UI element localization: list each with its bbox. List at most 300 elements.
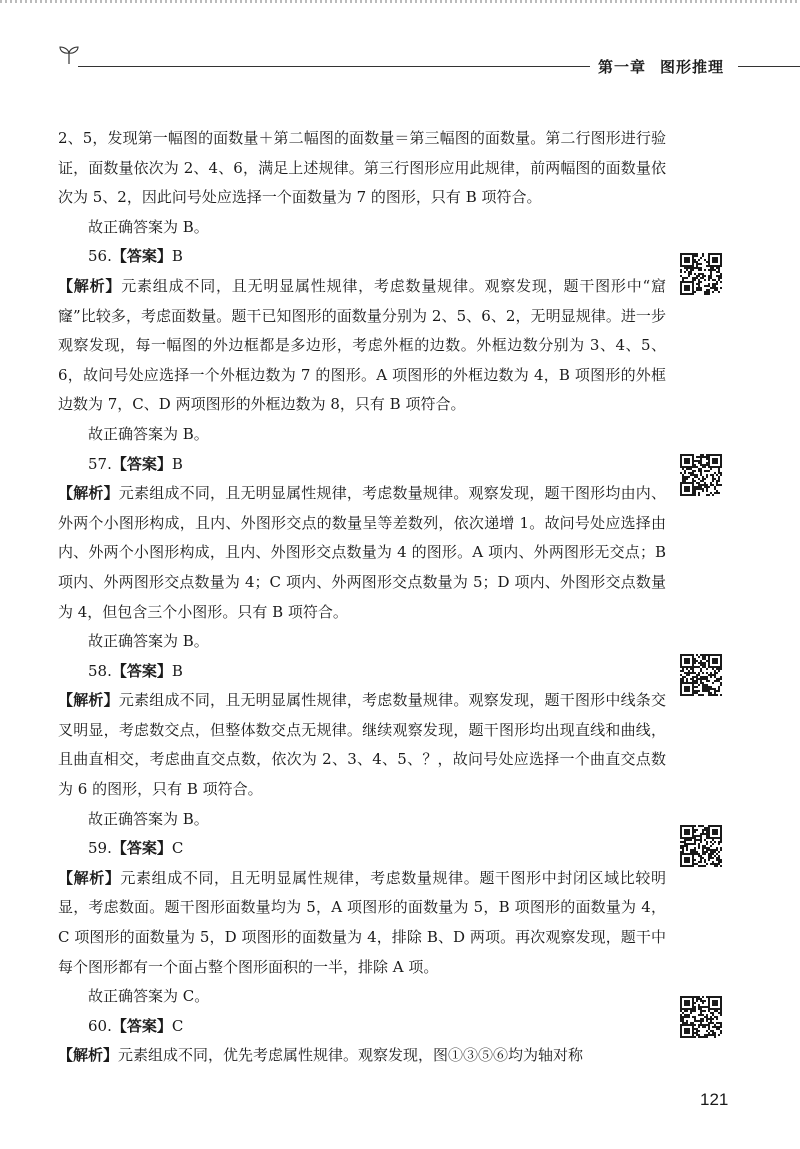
qr-module bbox=[720, 462, 722, 464]
qr-module bbox=[714, 863, 716, 865]
qr-code-icon[interactable] bbox=[679, 453, 723, 497]
qr-module bbox=[708, 1034, 710, 1036]
qr-module bbox=[708, 847, 710, 849]
qr-module bbox=[704, 865, 706, 867]
qr-module bbox=[690, 468, 692, 470]
qr-module bbox=[720, 654, 722, 656]
qr-module bbox=[686, 859, 688, 861]
qr-module bbox=[696, 851, 698, 853]
qr-module bbox=[704, 658, 706, 660]
qr-code-icon[interactable] bbox=[679, 653, 723, 697]
qr-module bbox=[704, 1026, 706, 1028]
qr-module bbox=[716, 1028, 718, 1030]
qr-module bbox=[688, 273, 690, 275]
qr-module bbox=[710, 275, 712, 277]
qr-module bbox=[690, 672, 692, 674]
qr-module bbox=[692, 293, 694, 295]
qr-module bbox=[710, 1012, 712, 1014]
qr-module bbox=[704, 853, 706, 855]
qr-module bbox=[680, 837, 682, 839]
qr-module bbox=[708, 837, 710, 839]
qr-module bbox=[704, 466, 706, 468]
qr-module bbox=[716, 1010, 718, 1012]
qr-module bbox=[718, 859, 720, 861]
qr-module bbox=[708, 277, 710, 279]
qr-module bbox=[710, 666, 712, 668]
qr-module bbox=[710, 267, 712, 269]
qr-module bbox=[712, 478, 714, 480]
qr-module bbox=[698, 259, 700, 261]
qr-module bbox=[684, 841, 686, 843]
qr-module bbox=[692, 678, 694, 680]
qr-module bbox=[718, 855, 720, 857]
qr-module bbox=[720, 656, 722, 658]
question-number: 59. bbox=[88, 839, 112, 858]
qr-module bbox=[714, 1034, 716, 1036]
qr-module bbox=[712, 837, 714, 839]
qr-module bbox=[708, 458, 710, 460]
qr-module bbox=[700, 837, 702, 839]
qr-module bbox=[704, 464, 706, 466]
answer-tag: 【答案】 bbox=[111, 839, 172, 858]
qr-module bbox=[704, 827, 706, 829]
intro-paragraph: 2、5，发现第一幅图的面数量＋第二幅图的面数量＝第三幅图的面数量。第二行图形进行验证，面数量依次为 2、4、6，满足上述规律。第三行图形应用此规律，前两幅图的面数量依次为 5、2，因此问号处应选择一个面数量为 7 的图形，只有 B 项符合。 bbox=[58, 129, 666, 207]
qr-module bbox=[694, 1028, 696, 1030]
qr-module bbox=[684, 1014, 686, 1016]
qr-module bbox=[720, 1014, 722, 1016]
qr-module bbox=[692, 686, 694, 688]
qr-module bbox=[702, 1002, 704, 1004]
qr-module bbox=[688, 1032, 690, 1034]
answer-tag: 【答案】 bbox=[111, 661, 172, 680]
qr-module bbox=[720, 664, 722, 666]
qr-module bbox=[712, 279, 714, 281]
qr-module bbox=[686, 857, 688, 859]
qr-module bbox=[692, 998, 694, 1000]
qr-module bbox=[690, 1012, 692, 1014]
qr-code-icon[interactable] bbox=[679, 995, 723, 1039]
qr-module bbox=[686, 666, 688, 668]
qr-module bbox=[714, 672, 716, 674]
qr-module bbox=[716, 849, 718, 851]
qr-module bbox=[714, 831, 716, 833]
qr-module bbox=[700, 277, 702, 279]
qr-code-icon[interactable] bbox=[679, 252, 723, 296]
qr-module bbox=[714, 462, 716, 464]
qr-module bbox=[714, 1002, 716, 1004]
qr-module bbox=[688, 1002, 690, 1004]
answer-value: B bbox=[171, 247, 183, 266]
qr-module bbox=[708, 1002, 710, 1004]
qr-module bbox=[708, 454, 710, 456]
qr-module bbox=[708, 680, 710, 682]
qr-module bbox=[686, 454, 688, 456]
qr-module bbox=[690, 265, 692, 267]
qr-module bbox=[694, 490, 696, 492]
qr-module bbox=[684, 688, 686, 690]
qr-module bbox=[696, 476, 698, 478]
qr-module bbox=[694, 1036, 696, 1038]
qr-module bbox=[702, 1010, 704, 1012]
answer-value: B bbox=[171, 454, 183, 473]
qr-module bbox=[682, 1016, 684, 1018]
qr-module bbox=[688, 843, 690, 845]
qr-module bbox=[698, 1036, 700, 1038]
qr-module bbox=[704, 482, 706, 484]
qr-module bbox=[718, 688, 720, 690]
qr-module bbox=[716, 1008, 718, 1010]
qr-module bbox=[688, 468, 690, 470]
qr-module bbox=[682, 853, 684, 855]
qr-module bbox=[716, 287, 718, 289]
qr-module bbox=[716, 694, 718, 696]
qr-module bbox=[700, 841, 702, 843]
qr-module bbox=[716, 480, 718, 482]
qr-module bbox=[704, 829, 706, 831]
answer-tag: 【答案】 bbox=[111, 247, 172, 266]
qr-module bbox=[686, 825, 688, 827]
qr-module bbox=[714, 454, 716, 456]
qr-module bbox=[692, 1010, 694, 1012]
qr-module bbox=[690, 1036, 692, 1038]
qr-module bbox=[690, 267, 692, 269]
qr-module bbox=[704, 662, 706, 664]
qr-module bbox=[712, 265, 714, 267]
qr-module bbox=[690, 654, 692, 656]
qr-module bbox=[712, 825, 714, 827]
qr-module bbox=[706, 833, 708, 835]
qr-module bbox=[698, 839, 700, 841]
qr-module bbox=[712, 480, 714, 482]
qr-module bbox=[720, 1006, 722, 1008]
qr-module bbox=[712, 476, 714, 478]
qr-module bbox=[704, 690, 706, 692]
qr-module bbox=[712, 1002, 714, 1004]
qr-module bbox=[714, 287, 716, 289]
qr-module bbox=[688, 466, 690, 468]
qr-module bbox=[702, 275, 704, 277]
qr-module bbox=[682, 670, 684, 672]
qr-module bbox=[700, 257, 702, 259]
qr-module bbox=[690, 1024, 692, 1026]
qr-module bbox=[704, 839, 706, 841]
qr-module bbox=[680, 484, 682, 486]
qr-module bbox=[714, 855, 716, 857]
conclusion-56: 故正确答案为 B。 bbox=[88, 424, 209, 443]
qr-module bbox=[698, 1004, 700, 1006]
qr-module bbox=[686, 658, 688, 660]
qr-module bbox=[688, 259, 690, 261]
qr-module bbox=[700, 488, 702, 490]
qr-module bbox=[714, 690, 716, 692]
qr-module bbox=[686, 853, 688, 855]
qr-module bbox=[714, 658, 716, 660]
qr-module bbox=[688, 831, 690, 833]
qr-module bbox=[688, 275, 690, 277]
qr-module bbox=[700, 1006, 702, 1008]
qr-module bbox=[686, 1024, 688, 1026]
qr-module bbox=[720, 833, 722, 835]
qr-module bbox=[706, 835, 708, 837]
qr-module bbox=[686, 996, 688, 998]
qr-module bbox=[718, 857, 720, 859]
qr-module bbox=[710, 863, 712, 865]
qr-module bbox=[686, 682, 688, 684]
qr-module bbox=[710, 694, 712, 696]
qr-module bbox=[680, 690, 682, 692]
qr-module bbox=[716, 265, 718, 267]
qr-module bbox=[692, 277, 694, 279]
qr-module bbox=[688, 1030, 690, 1032]
qr-module bbox=[696, 265, 698, 267]
qr-module bbox=[720, 1022, 722, 1024]
qr-module bbox=[684, 470, 686, 472]
qr-module bbox=[700, 1020, 702, 1022]
qr-module bbox=[684, 845, 686, 847]
qr-module bbox=[680, 490, 682, 492]
qr-module bbox=[686, 833, 688, 835]
qr-module bbox=[690, 454, 692, 456]
qr-module bbox=[718, 837, 720, 839]
qr-module bbox=[692, 291, 694, 293]
qr-module bbox=[712, 861, 714, 863]
qr-module bbox=[700, 289, 702, 291]
qr-module bbox=[692, 676, 694, 678]
qr-module bbox=[688, 996, 690, 998]
qr-module bbox=[694, 839, 696, 841]
qr-module bbox=[692, 666, 694, 668]
qr-module bbox=[698, 678, 700, 680]
qr-module bbox=[706, 1018, 708, 1020]
qr-module bbox=[716, 865, 718, 867]
qr-module bbox=[698, 672, 700, 674]
qr-module bbox=[686, 686, 688, 688]
qr-module bbox=[716, 259, 718, 261]
qr-module bbox=[698, 478, 700, 480]
qr-module bbox=[712, 660, 714, 662]
qr-module bbox=[704, 833, 706, 835]
qr-module bbox=[696, 676, 698, 678]
qr-module bbox=[720, 1008, 722, 1010]
qr-module bbox=[700, 454, 702, 456]
qr-module bbox=[716, 261, 718, 263]
qr-module bbox=[718, 269, 720, 271]
qr-module bbox=[706, 829, 708, 831]
qr-module bbox=[696, 678, 698, 680]
qr-module bbox=[682, 1012, 684, 1014]
qr-module bbox=[702, 694, 704, 696]
qr-module bbox=[698, 267, 700, 269]
qr-module bbox=[708, 460, 710, 462]
qr-module bbox=[704, 684, 706, 686]
qr-module bbox=[720, 676, 722, 678]
qr-module bbox=[712, 267, 714, 269]
qr-module bbox=[714, 289, 716, 291]
qr-module bbox=[680, 670, 682, 672]
qr-module bbox=[698, 855, 700, 857]
qr-module bbox=[692, 472, 694, 474]
qr-module bbox=[694, 686, 696, 688]
qr-module bbox=[686, 261, 688, 263]
qr-module bbox=[706, 486, 708, 488]
qr-module bbox=[692, 865, 694, 867]
qr-module bbox=[686, 660, 688, 662]
qr-module bbox=[680, 829, 682, 831]
qr-module bbox=[718, 668, 720, 670]
qr-module bbox=[712, 460, 714, 462]
qr-module bbox=[712, 259, 714, 261]
qr-module bbox=[710, 482, 712, 484]
qr-module bbox=[704, 1000, 706, 1002]
qr-module bbox=[714, 460, 716, 462]
qr-module bbox=[706, 678, 708, 680]
qr-module bbox=[692, 1006, 694, 1008]
qr-module bbox=[708, 1006, 710, 1008]
qr-module bbox=[692, 996, 694, 998]
qr-module bbox=[684, 829, 686, 831]
qr-module bbox=[696, 277, 698, 279]
qr-module bbox=[716, 833, 718, 835]
qr-module bbox=[680, 486, 682, 488]
qr-module bbox=[716, 672, 718, 674]
qr-module bbox=[718, 492, 720, 494]
qr-module bbox=[708, 261, 710, 263]
qr-module bbox=[712, 668, 714, 670]
qr-module bbox=[698, 835, 700, 837]
qr-module bbox=[706, 841, 708, 843]
qr-module bbox=[688, 458, 690, 460]
qr-module bbox=[708, 257, 710, 259]
qr-module bbox=[696, 255, 698, 257]
qr-module bbox=[694, 494, 696, 496]
qr-module bbox=[690, 682, 692, 684]
qr-module bbox=[706, 265, 708, 267]
qr-module bbox=[684, 277, 686, 279]
qr-module bbox=[704, 861, 706, 863]
qr-module bbox=[680, 1030, 682, 1032]
qr-module bbox=[704, 859, 706, 861]
qr-module bbox=[694, 488, 696, 490]
qr-module bbox=[716, 454, 718, 456]
qr-module bbox=[714, 688, 716, 690]
qr-module bbox=[688, 861, 690, 863]
qr-module bbox=[686, 668, 688, 670]
qr-module bbox=[702, 253, 704, 255]
qr-module bbox=[706, 462, 708, 464]
qr-module bbox=[680, 1024, 682, 1026]
qr-module bbox=[708, 263, 710, 265]
qr-module bbox=[700, 859, 702, 861]
qr-module bbox=[706, 488, 708, 490]
qr-module bbox=[680, 472, 682, 474]
qr-module bbox=[716, 666, 718, 668]
qr-module bbox=[688, 670, 690, 672]
analysis-text: 元素组成不同，且无明显属性规律，考虑数量规律。观察发现，题干图形均由内、外两个小图形构成，且内、外图形交点的数量呈等差数列，依次递增 1。故问号处应选择由内、外两个小图形构成，且内、外图形交点数量为 4 的图形。A 项内、外两图形无交点；B 项内、外两图形交点数量为 4；C 项内、外两图形交点数量为 5；D 项内、外图形交点数量为 4，但包含三个小图形。只有 B 项符合。 bbox=[58, 484, 666, 621]
qr-module bbox=[720, 839, 722, 841]
qr-code-icon[interactable] bbox=[679, 824, 723, 868]
qr-module bbox=[702, 847, 704, 849]
qr-module bbox=[682, 1018, 684, 1020]
qr-module bbox=[720, 861, 722, 863]
qr-module bbox=[692, 253, 694, 255]
qr-module bbox=[692, 672, 694, 674]
qr-module bbox=[686, 265, 688, 267]
qr-module bbox=[686, 466, 688, 468]
qr-module bbox=[700, 664, 702, 666]
qr-module bbox=[688, 865, 690, 867]
qr-module bbox=[696, 1028, 698, 1030]
qr-module bbox=[682, 253, 684, 255]
qr-module bbox=[688, 281, 690, 283]
qr-module bbox=[694, 486, 696, 488]
qr-module bbox=[714, 692, 716, 694]
qr-module bbox=[710, 686, 712, 688]
qr-module bbox=[710, 474, 712, 476]
qr-module bbox=[700, 1008, 702, 1010]
qr-module bbox=[710, 1030, 712, 1032]
qr-module bbox=[694, 1006, 696, 1008]
qr-module bbox=[690, 293, 692, 295]
qr-module bbox=[710, 269, 712, 271]
qr-module bbox=[696, 682, 698, 684]
qr-module bbox=[680, 853, 682, 855]
qr-module bbox=[712, 658, 714, 660]
qr-module bbox=[682, 1036, 684, 1038]
qr-module bbox=[716, 825, 718, 827]
qr-module bbox=[686, 287, 688, 289]
answer-value: C bbox=[171, 1016, 184, 1035]
qr-module bbox=[686, 289, 688, 291]
qr-module bbox=[682, 668, 684, 670]
qr-module bbox=[714, 666, 716, 668]
qr-module bbox=[706, 668, 708, 670]
qr-module bbox=[718, 472, 720, 474]
qr-module bbox=[706, 851, 708, 853]
qr-module bbox=[702, 1006, 704, 1008]
qr-module bbox=[708, 466, 710, 468]
qr-module bbox=[694, 1008, 696, 1010]
qr-module bbox=[686, 1032, 688, 1034]
qr-module bbox=[720, 678, 722, 680]
answer-line-57 bbox=[58, 450, 666, 480]
qr-module bbox=[704, 1016, 706, 1018]
qr-module bbox=[692, 490, 694, 492]
qr-module bbox=[702, 476, 704, 478]
qr-module bbox=[712, 1032, 714, 1034]
qr-module bbox=[692, 474, 694, 476]
qr-module bbox=[702, 490, 704, 492]
qr-module bbox=[684, 837, 686, 839]
qr-module bbox=[700, 676, 702, 678]
qr-module bbox=[684, 261, 686, 263]
qr-module bbox=[688, 1008, 690, 1010]
answer-tag: 【答案】 bbox=[111, 1016, 172, 1035]
qr-module bbox=[700, 1014, 702, 1016]
qr-module bbox=[710, 466, 712, 468]
qr-module bbox=[698, 666, 700, 668]
qr-module bbox=[684, 257, 686, 259]
qr-module bbox=[718, 1008, 720, 1010]
qr-module bbox=[720, 466, 722, 468]
qr-module bbox=[688, 454, 690, 456]
qr-module bbox=[700, 861, 702, 863]
qr-module bbox=[718, 478, 720, 480]
qr-module bbox=[680, 835, 682, 837]
qr-module bbox=[696, 674, 698, 676]
qr-module bbox=[714, 660, 716, 662]
qr-module bbox=[720, 662, 722, 664]
qr-module bbox=[680, 271, 682, 273]
